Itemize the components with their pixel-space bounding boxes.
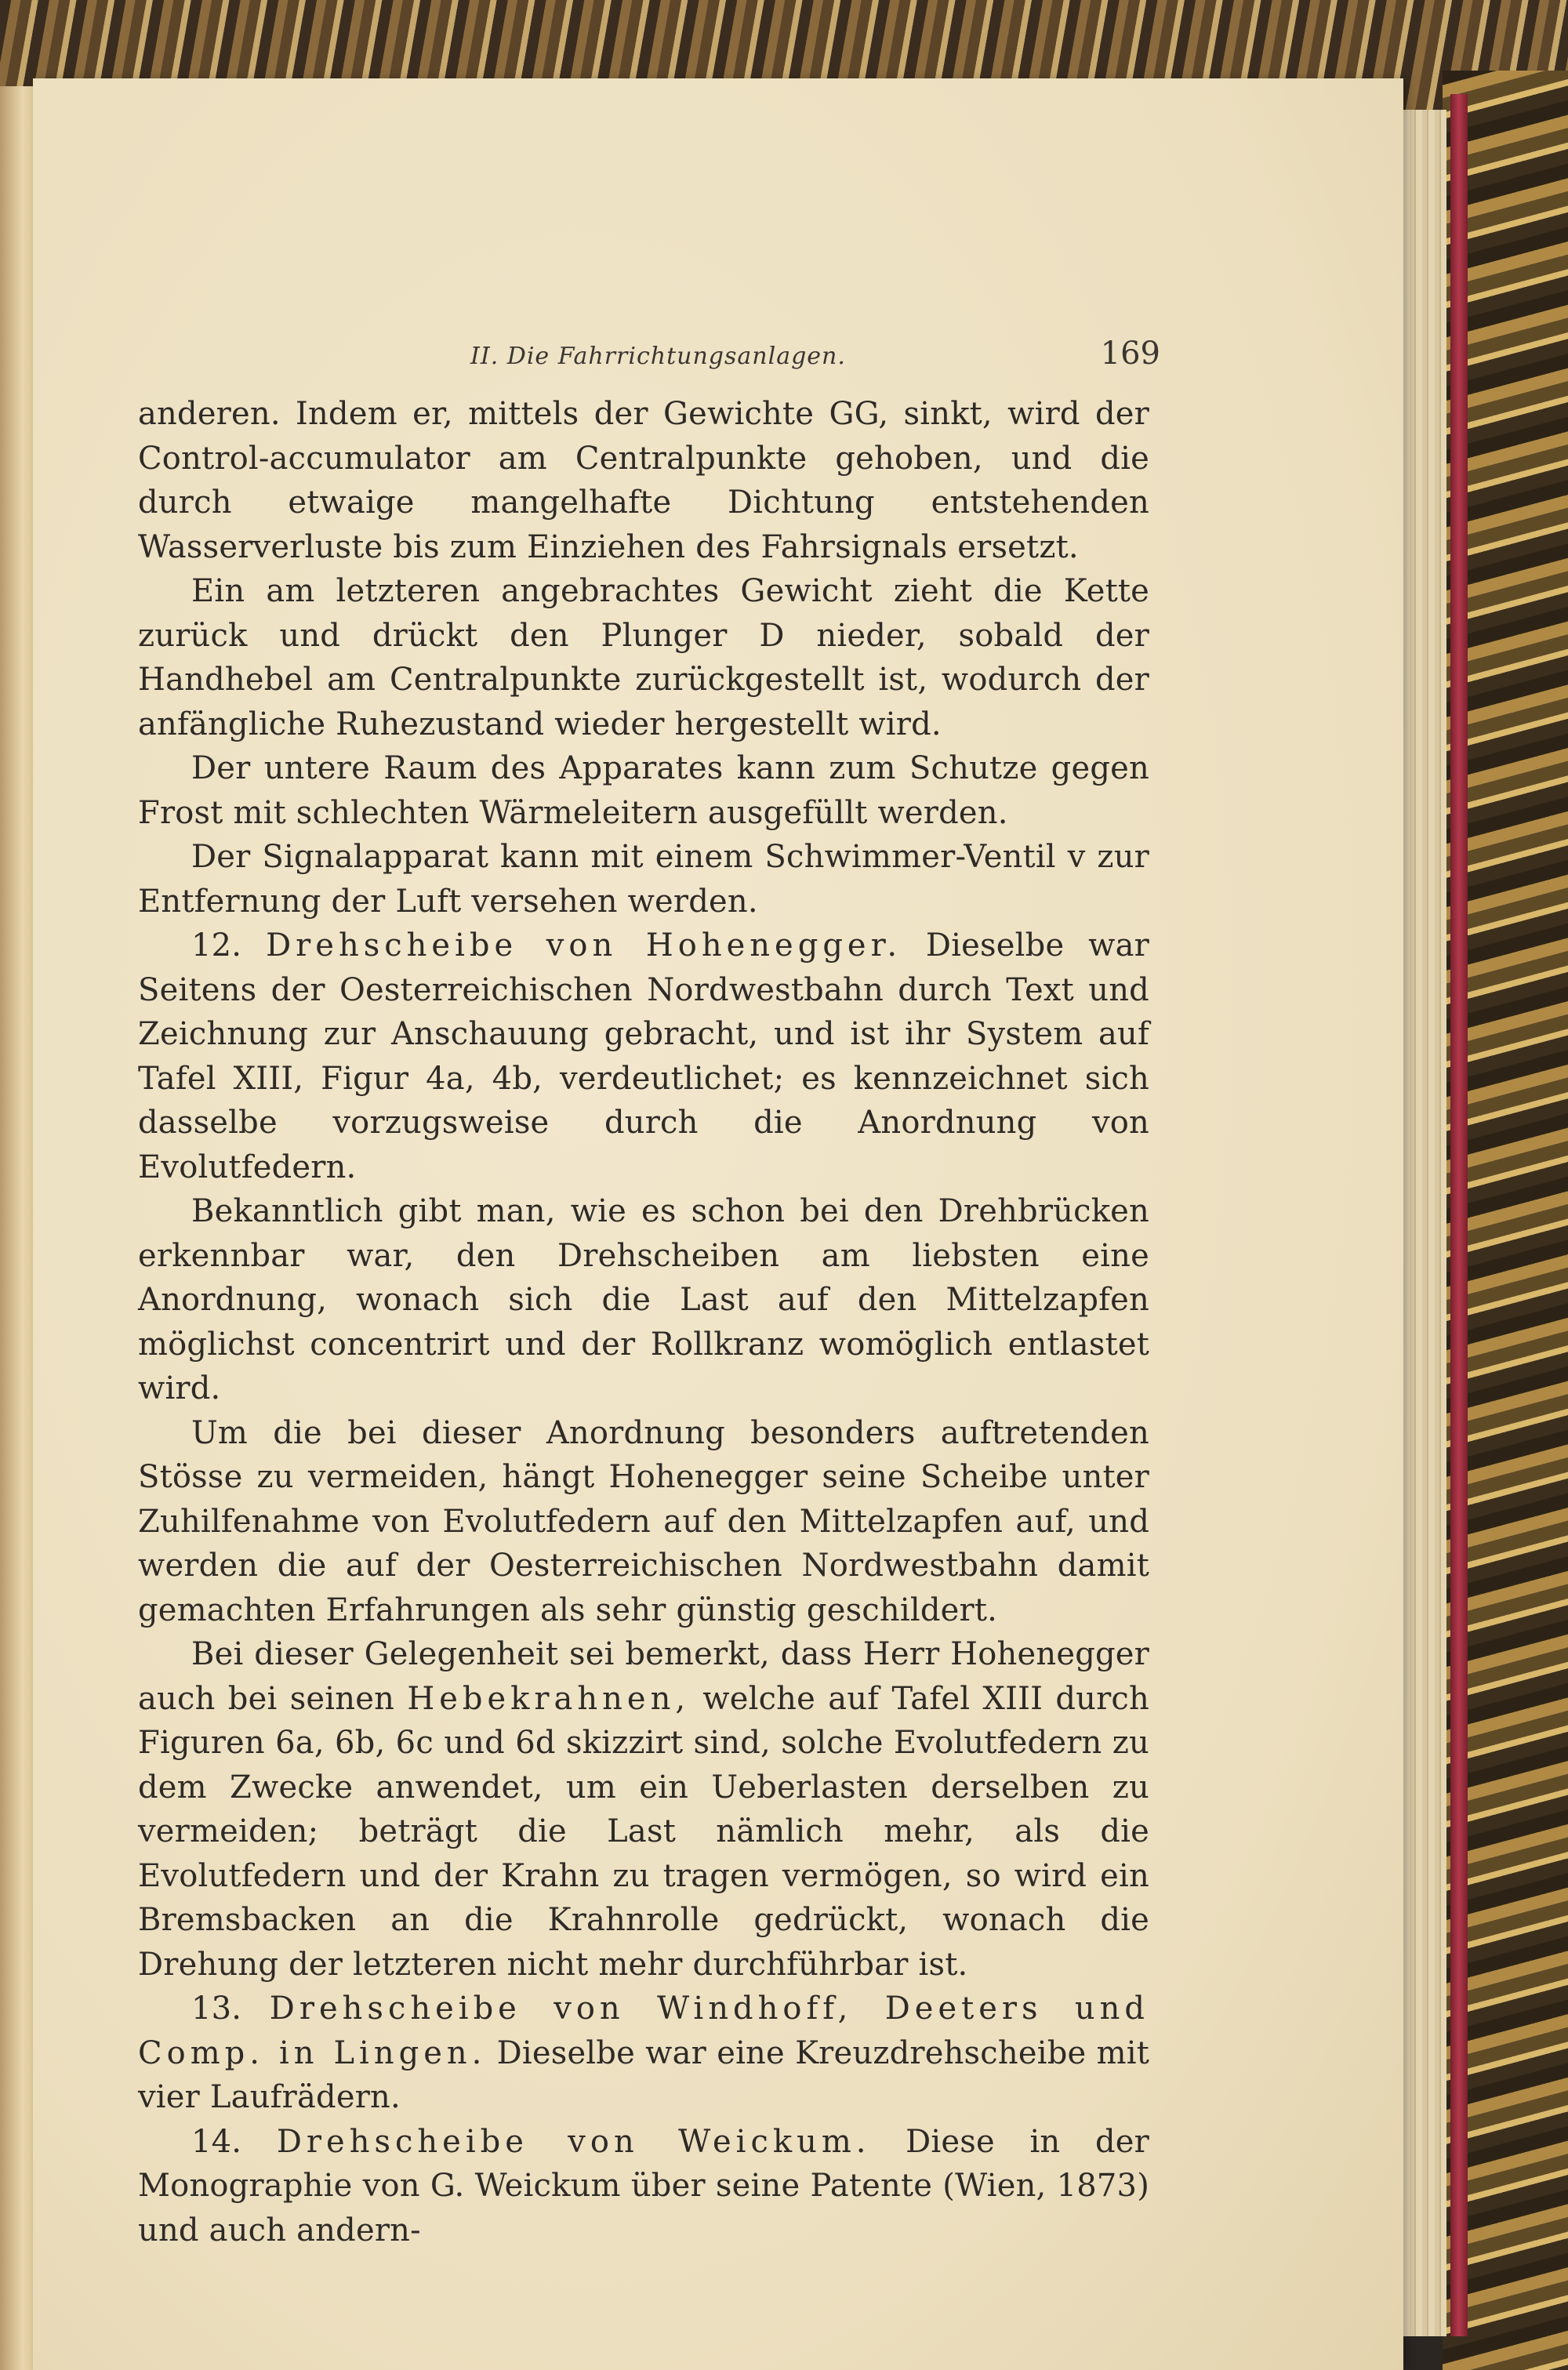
- paragraph-8-rest: welche auf Tafel XIII durch Figuren 6a, 6b, 6c und 6d skizzirt sind, solche Evolutfedern zu dem Zwecke anwendet, um ein Ueberlasten derselben zu vermeiden; beträgt die Last nämlich mehr, als die Evolutfedern und der Krahn zu tragen vermögen, so wird ein Bremsbacken an die Krahnrolle gedrückt, wonach die Drehung der letzteren nicht mehr durchführbar ist.: [138, 1680, 1149, 1983]
- section-text: Diese in der Monographie von G. Weickum über seine Patente (Wien, 1873) und auch andern-: [138, 2123, 1149, 2248]
- paragraph-1: anderen. Indem er, mittels der Gewichte GG, sinkt, wird der Control-accumulator am Centralpunkte gehoben, und die durch etwaige mangelhafte Dichtung entstehenden Wasserverluste bis zum Einziehen des Fahrsignals ersetzt.: [138, 396, 1149, 565]
- paragraph-2: Ein am letzteren angebrachtes Gewicht zieht die Kette zurück und drückt den Plunger D nieder, sobald der Handhebel am Centralpunkte zurückgestellt ist, wodurch der anfängliche Ruhezustand wieder hergestellt wird.: [138, 573, 1149, 742]
- section-number: 14.: [191, 2123, 242, 2160]
- running-head-title: II. Die Fahrrichtungsanlagen.: [470, 343, 846, 370]
- section-title: Drehscheibe von Weickum.: [276, 2123, 871, 2160]
- paragraph-8-lead: Bei dieser Gelegenheit sei bemerkt, dass Herr Hohenegger auch bei seinen: [138, 1636, 1149, 1717]
- section-12: [138, 924, 1149, 1189]
- section-title: Drehscheibe von Hohenegger.: [266, 927, 902, 964]
- section-title: Drehscheibe von Windhoff, Deeters und Comp. in Lingen.: [138, 1991, 1150, 2071]
- section-text: Dieselbe war eine Kreuzdrehscheibe mit vier Laufrädern.: [138, 2034, 1149, 2115]
- section-number: 12.: [191, 927, 242, 964]
- paragraph-6: Bekanntlich gibt man, wie es schon bei den Drehbrücken erkennbar war, den Drehscheiben am liebsten eine Anordnung, wonach sich die Last auf den Mittelzapfen möglichst concentrirt und der Rollkranz womöglich entlastet wird.: [138, 1193, 1149, 1406]
- paragraph-8: [138, 1632, 1149, 1987]
- paragraph-8-spaced-word: Hebekrahnen,: [407, 1680, 691, 1717]
- section-13: [138, 1987, 1149, 2120]
- running-head: [470, 336, 1160, 372]
- section-14: [138, 2120, 1149, 2253]
- section-text: Dieselbe war Seitens der Oesterreichischen Nordwestbahn durch Text und Zeichnung zur Anschauung gebracht, und ist ihr System auf Tafel XIII, Figur 4a, 4b, verdeutlichet; es kennzeichnet sich dasselbe vorzugsweise durch die Anordnung von Evolutfedern.: [138, 927, 1149, 1185]
- section-number: 13.: [191, 1991, 242, 2027]
- page-number: 169: [1100, 336, 1160, 372]
- book-spine-binding: [1450, 94, 1468, 2336]
- body-text: [138, 392, 1149, 2252]
- paragraph-7: Um die bei dieser Anordnung besonders auftretenden Stösse zu vermeiden, hängt Hohenegger seine Scheibe unter Zuhilfenahme von Evolutfedern auf den Mittelzapfen auf, und werden die auf der Oesterreichischen Nordwestbahn damit gemachten Erfahrungen als sehr günstig geschildert.: [138, 1414, 1149, 1628]
- paragraph-3: Der untere Raum des Apparates kann zum Schutze gegen Frost mit schlechten Wärmeleitern ausgefüllt werden.: [138, 750, 1149, 831]
- facing-page-edge: [0, 86, 38, 2370]
- paragraph-4: Der Signalapparat kann mit einem Schwimmer-Ventil v zur Entfernung der Luft versehen werden.: [138, 839, 1149, 920]
